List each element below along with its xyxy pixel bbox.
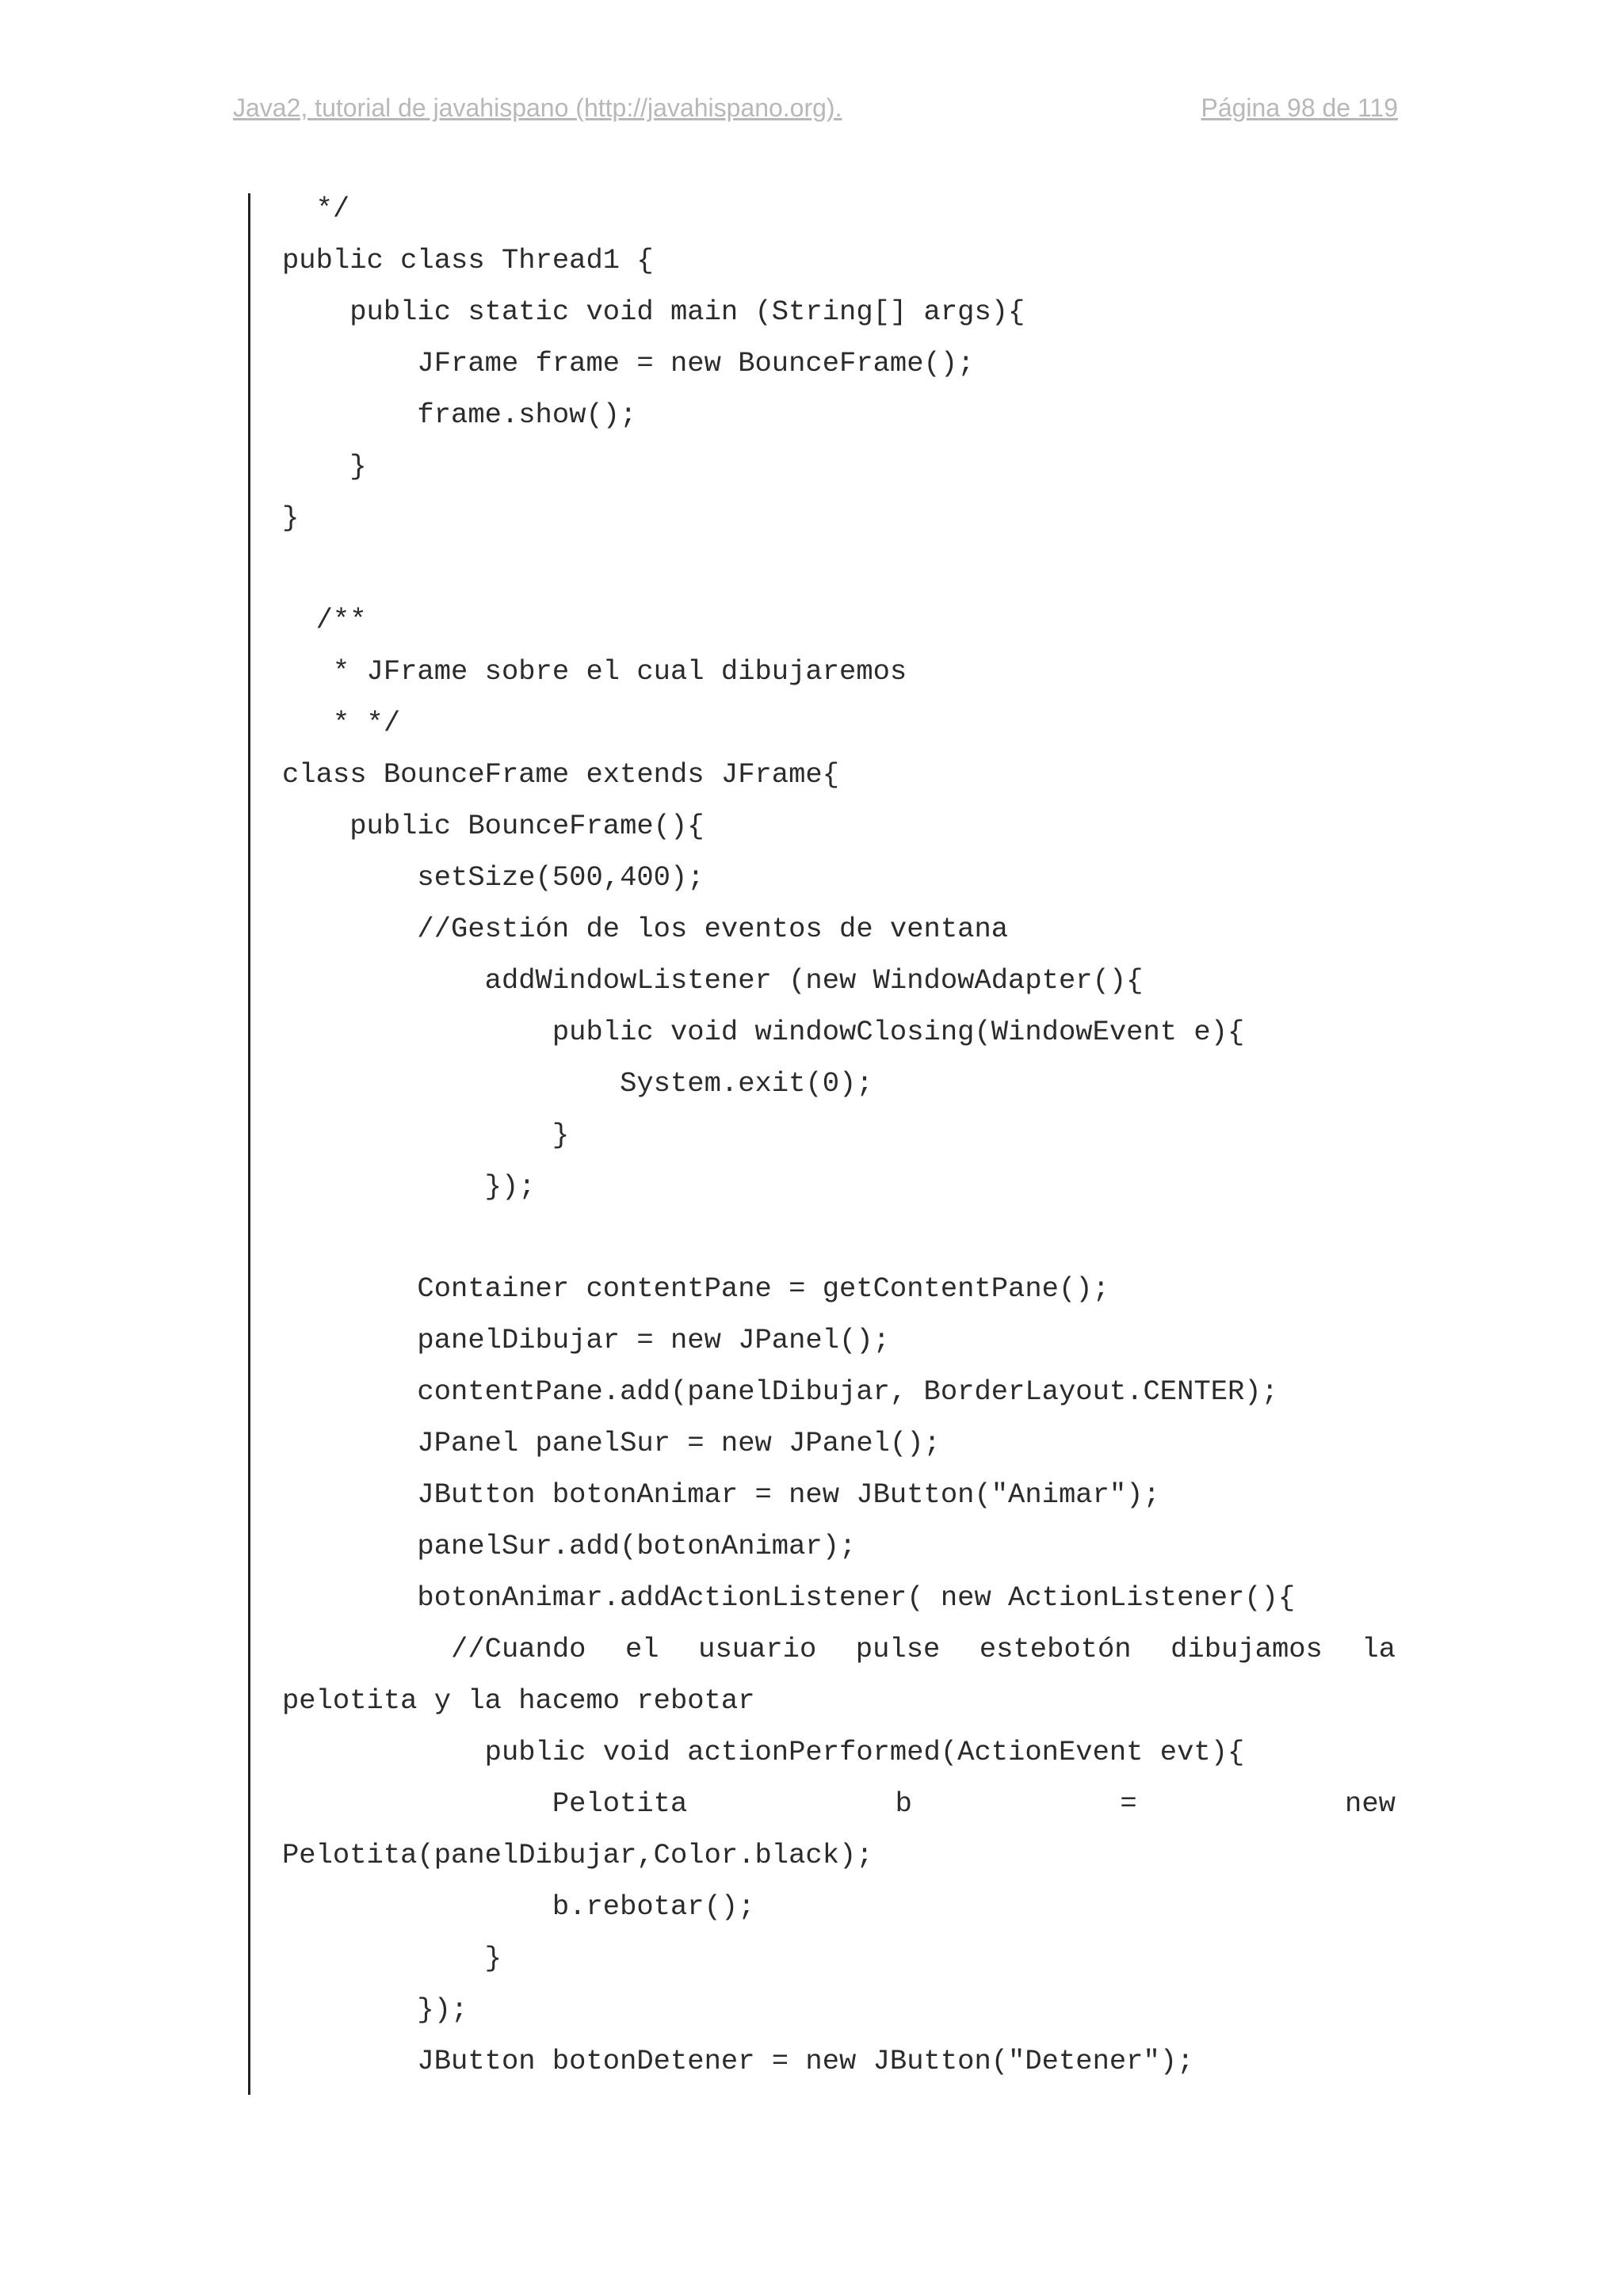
code-word: estebotón	[979, 1633, 1132, 1665]
page-number: Página 98 de 119	[1201, 93, 1398, 122]
code-line: });	[282, 1170, 536, 1203]
code-word: la	[1361, 1633, 1396, 1665]
code-line: * */	[282, 707, 401, 739]
code-line: }	[282, 1942, 502, 1974]
code-line: /**	[282, 604, 367, 636]
code-word: =	[1120, 1787, 1137, 1820]
code-line: public void windowClosing(WindowEvent e){	[282, 1016, 1245, 1048]
code-line: setSize(500,400);	[282, 861, 705, 894]
code-line: contentPane.add(panelDibujar, BorderLayout.CENTER);	[282, 1375, 1278, 1408]
code-word: new	[1345, 1787, 1396, 1820]
code-block-bar	[248, 193, 250, 2095]
code-line: */	[282, 193, 350, 225]
code-line: panelDibujar = new JPanel();	[282, 1324, 890, 1356]
code-line: botonAnimar.addActionListener( new ActionListener(){	[282, 1581, 1296, 1614]
code-line: addWindowListener (new WindowAdapter(){	[282, 964, 1144, 997]
code-line: frame.show();	[282, 399, 637, 431]
code-line: b.rebotar();	[282, 1890, 755, 1923]
code-line: }	[282, 502, 300, 534]
code-line: panelSur.add(botonAnimar);	[282, 1530, 857, 1562]
code-word: el	[625, 1633, 659, 1665]
code-line: }	[282, 450, 367, 482]
code-statement-line	[282, 1787, 1396, 1820]
code-line: JPanel panelSur = new JPanel();	[282, 1427, 941, 1459]
code-line: JButton botonAnimar = new JButton("Animar");	[282, 1478, 1160, 1511]
code-line: });	[282, 1993, 468, 2026]
code-line: public class Thread1 {	[282, 244, 654, 277]
code-line: public static void main (String[] args){	[282, 296, 1025, 328]
code-word: pulse	[855, 1633, 941, 1665]
code-word: usuario	[698, 1633, 817, 1665]
code-line: System.exit(0);	[282, 1067, 873, 1100]
code-word: b	[895, 1787, 912, 1820]
code-line: }	[282, 1119, 570, 1151]
header-title[interactable]: Java2, tutorial de javahispano (http://javahispano.org).	[233, 93, 842, 122]
code-word: dibujamos	[1170, 1633, 1323, 1665]
page-header	[233, 93, 1398, 132]
code-line: //Gestión de los eventos de ventana	[282, 913, 1009, 945]
code-word: Pelotita	[282, 1787, 688, 1820]
code-line: public BounceFrame(){	[282, 810, 705, 842]
code-line: class BounceFrame extends JFrame{	[282, 758, 840, 791]
code-line: * JFrame sobre el cual dibujaremos	[282, 655, 907, 688]
code-line: public void actionPerformed(ActionEvent evt){	[282, 1736, 1245, 1768]
code-line: Pelotita(panelDibujar,Color.black);	[282, 1839, 873, 1871]
code-line: Container contentPane = getContentPane();	[282, 1272, 1109, 1305]
code-line: JButton botonDetener = new JButton("Detener");	[282, 2045, 1194, 2077]
code-line: pelotita y la hacemo rebotar	[282, 1684, 755, 1717]
code-comment-line	[282, 1635, 1396, 1664]
code-word: //Cuando	[282, 1633, 586, 1665]
code-line: JFrame frame = new BounceFrame();	[282, 347, 975, 379]
